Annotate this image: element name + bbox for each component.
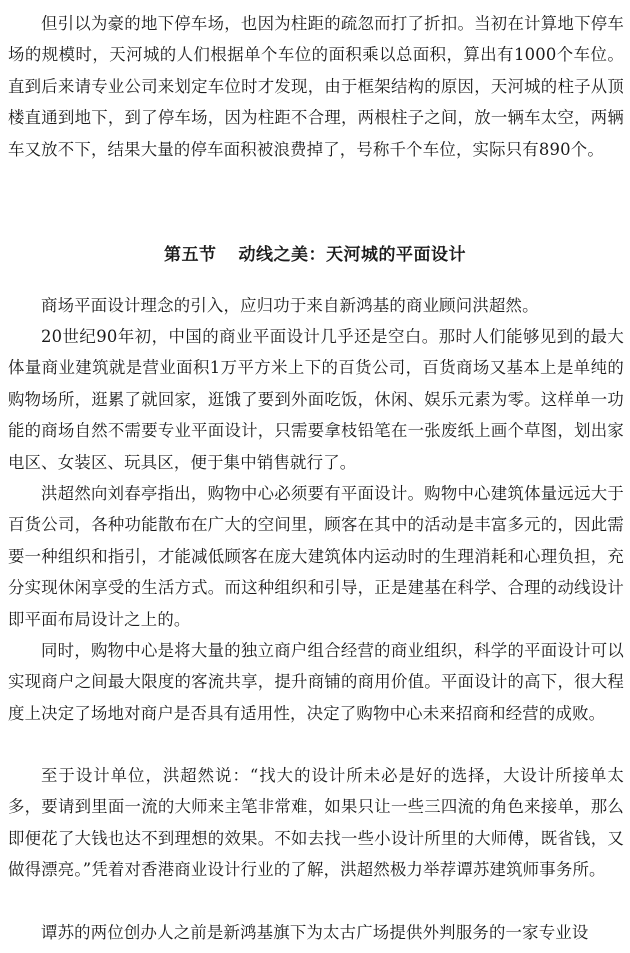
body-paragraph-3: 洪超然向刘春亭指出，购物中心必须要有平面设计。购物中心建筑体量远远大于百货公司，各种功能散布在广大的空间里，顾客在其中的活动是丰富多元的，因此需要一种组织和指引，才能减低顾客在庞大建筑体内运动时的生理消耗和心理负担，充分实现休闲享受的生活方式。而这种组织和引导，正是建基在科学、合理的动线设计即平面布局设计之上的。 xyxy=(8,484,624,629)
body-paragraph-4: 同时，购物中心是将大量的独立商户组合经营的商业组织，科学的平面设计可以实现商户之间最大限度的客流共享，提升商铺的商用价值。平面设计的高下，很大程度上决定了场地对商户是否具有适用性，决定了购物中心未来招商和经营的成败。 xyxy=(8,641,624,723)
body-paragraph-5: 至于设计单位，洪超然说：“找大的设计所未必是好的选择，大设计所接单太多，要请到里面一流的大师来主笔非常难，如果只让一些三四流的角色来接单，那么即便花了大钱也达不到理想的效果。不如去找一些小设计所里的大师傅，既省钱，又做得漂亮。”凭着对香港商业设计行业的了解，洪超然极力举荐谭苏建筑师事务所。 xyxy=(8,766,624,880)
section-heading xyxy=(0,240,630,270)
body-paragraph-6: 谭苏的两位创办人之前是新鸿基旗下为太古广场提供外判服务的一家专业设 xyxy=(41,923,589,942)
section-title: 动线之美：天河城的平面设计 xyxy=(238,245,466,265)
body-paragraph-2: 20世纪90年初，中国的商业平面设计几乎还是空白。那时人们能够见到的最大体量商业建筑就是营业面积1万平方米上下的百货公司，百货商场又基本上是单纯的购物场所，逛累了就回家，逛饿了要到外面吃饭，休闲、娱乐元素为零。这样单一功能的商场自然不需要专业平面设计，只需要拿枝铅笔在一张废纸上画个草图，划出家电区、女装区、玩具区，便于集中销售就行了。 xyxy=(8,327,624,472)
body-paragraph-1: 商场平面设计理念的引入，应归功于来自新鸿基的商业顾问洪超然。 xyxy=(41,296,539,315)
section-number: 第五节 xyxy=(164,245,217,265)
intro-paragraph: 但引以为豪的地下停车场，也因为柱距的疏忽而打了折扣。当初在计算地下停车场的规模时，天河城的人们根据单个车位的面积乘以总面积，算出有1000个车位。直到后来请专业公司来划定车位时才发现，由于框架结构的原因，天河城的柱子从顶楼直通到地下，到了停车场，因为柱距不合理，两根柱子之间，放一辆车太空，两辆车又放不下，结果大量的停车面积被浪费掉了，号称千个车位，实际只有890个。 xyxy=(8,14,624,159)
